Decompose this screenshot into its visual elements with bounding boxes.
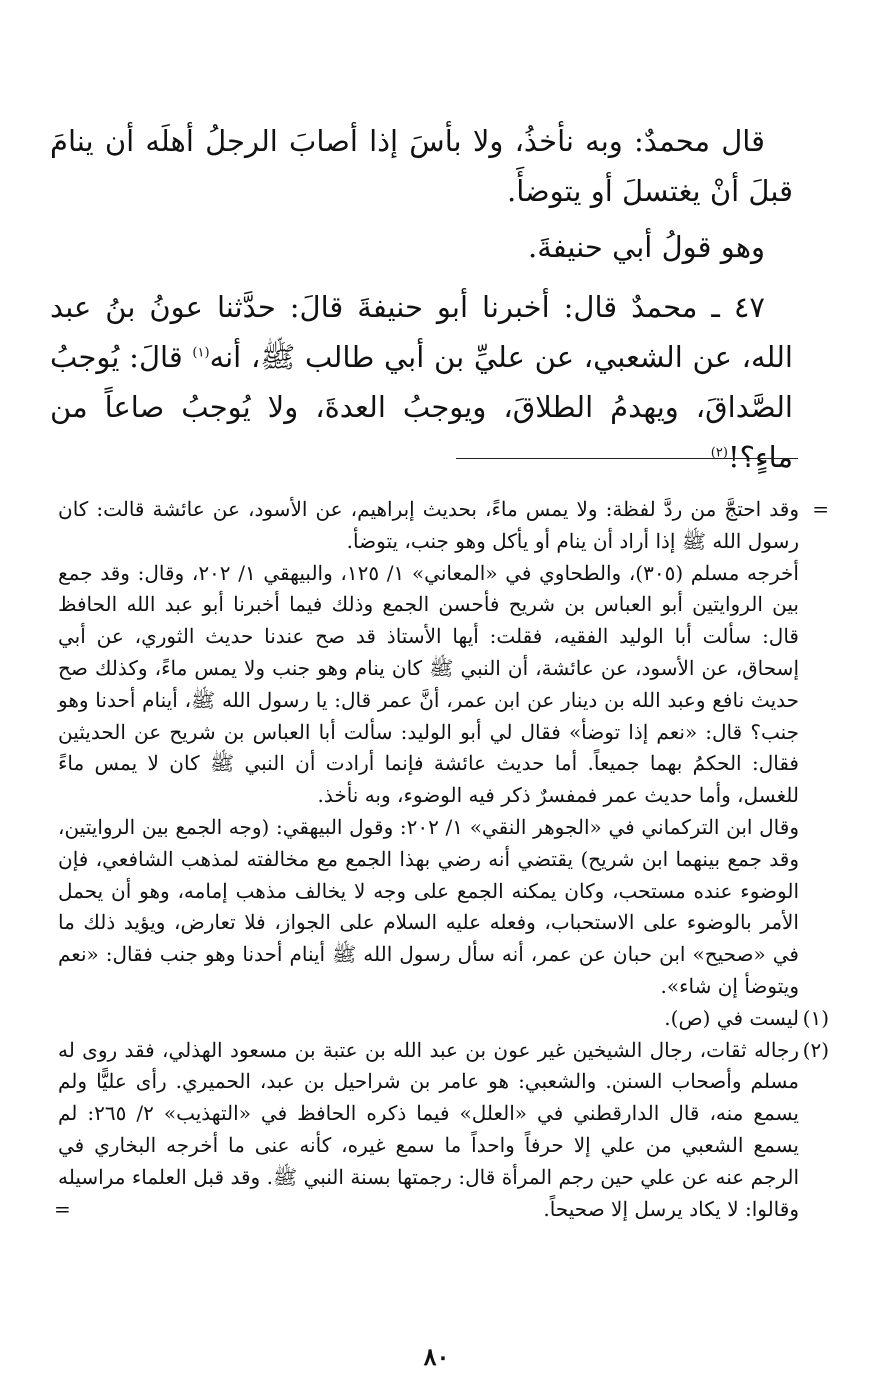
hadith-paragraph-47: [50, 282, 793, 482]
page-number: ٨٠: [423, 1342, 450, 1371]
main-paragraph-2: وهو قولُ أبي حنيفةَ.: [527, 230, 765, 264]
main-paragraph-1: قال محمدٌ: وبه نأخذُ، ولا بأسَ إذا أصابَ الرجلُ أهلَه أن ينامَ قبلَ أنْ يغتسلَ أو يتوضأَ.: [50, 124, 793, 208]
footnote-1-text: ليست في (ص).: [664, 1005, 799, 1030]
footnote-continuation-line-1: وقد احتجَّ من ردَّ لفظة: ولا يمس ماءً، بحديث إبراهيم، عن الأسود، عن عائشة قالت: كان رسول الله ﷺ إذا أراد أن ينام أو يأكل وهو جنب، يتوضأ.: [58, 497, 799, 553]
footnote-ref-2: (٢): [710, 445, 728, 461]
footnote-2: [54, 1035, 829, 1226]
footnote-ref-1: (١): [192, 345, 210, 361]
footnote-continuation-line-3: وقال ابن التركماني في «الجوهر النقي» ١/ ٢٠٢: وقول البيهقي: (وجه الجمع بين الروايتين، وقد جمع بينهما ابن شريح) يقتضي أنه رضي بهذا الجمع مع مخالفته لمذهب الشافعي، فإن الوضوء عنده مستحب، وكان يمكنه الجمع على وجه لا يخالف مذهب إمامه، وهو أن يحمل الأمر بالوضوء على الاستحباب، وفعله عليه السلام على الجواز، فلا تعارض، ويؤيد ذلك ما في «صحيح» ابن حبان عن عمر، أنه سأل رسول الله ﷺ أينام أحدنا وهو جنب فقال: «نعم ويتوضأ إن شاء».: [58, 814, 799, 998]
continuation-marker: =: [812, 497, 829, 521]
footnote-1: [58, 1003, 829, 1035]
footnote-2-continues-marker: =: [54, 1196, 71, 1221]
footnote-continuation: [58, 494, 829, 558]
main-text: [50, 116, 793, 482]
footnote-2-marker: (٢): [802, 1037, 829, 1062]
footnote-continuation-line-2: أخرجه مسلم (٣٠٥)، والطحاوي في «المعاني» ١/ ١٢٥، والبيهقي ١/ ٢٠٢، وقال: وقد جمع بين الروايتين أبو العباس بن شريح فأحسن الجمع وذلك فيما أخبرنا أبو عبد الله الحافظ قال: سألت أبا الوليد الفقيه، فقلت: أيها الأستاذ قد صح عندنا حديث الثوري، عن أبي إسحاق، عن الأسود، عن عائشة، أن النبي ﷺ كان ينام وهو جنب ولا يمس ماءً، وكذلك صح حديث نافع وعبد الله بن دينار عن ابن عمر، أنَّ عمر قال: يا رسول الله ﷺ، أينام أحدنا وهو جنب؟ قال: «نعم إذا توضأ» فقال لي أبو الوليد: سألت أبا العباس بن شريح عن الحديثين فقال: الحكمُ بهما جميعاً. أما حديث عائشة فإنما أرادت أن النبي ﷺ كان لا يمس ماءً للغسل، وأما حديث عمر فمفسرٌ ذكر فيه الوضوء، وبه نأخذ.: [58, 560, 799, 808]
footnote-separator: [456, 458, 798, 459]
hadith-text: ٤٧ ـ محمدٌ قال: أخبرنا أبو حنيفةَ قالَ: حدَّثنا عونُ بنُ عبد الله، عن الشعبي، عن عليِّ بن أبي طالب ﷺ، أنه: [50, 290, 793, 374]
footnote-2-text: رجاله ثقات، رجال الشيخين غير عون بن عبد الله بن عتبة بن مسعود الهذلي، فقد روى له مسلم وأصحاب السنن. والشعبي: هو عامر بن شراحيل بن عبد، الحميري. رأى عليًّا ولم يسمع منه، قال الدارقطني في «العلل» فيما ذكره الحافظ في «التهذيب» ٢/ ٢٦٥: لم يسمع الشعبي من علي إلا حرفاً واحداً ما سمع غيره، كأنه عنى ما أخرجه البخاري في الرجم عنه عن علي حين رجم المرأة قال: رجمتها بسنة النبي ﷺ. وقد قبل العلماء مراسيله وقالوا: لا يكاد يرسل إلا صحيحاً.: [58, 1037, 800, 1221]
hadith-text-continued: قالَ: يُوجبُ الصَّداقَ، ويهدمُ الطلاقَ، ويوجبُ العدةَ، ولا يُوجبُ صاعاً من ماءٍ؟!: [50, 340, 793, 474]
footnotes: [54, 494, 829, 1225]
footnote-1-marker: (١): [802, 1005, 829, 1030]
